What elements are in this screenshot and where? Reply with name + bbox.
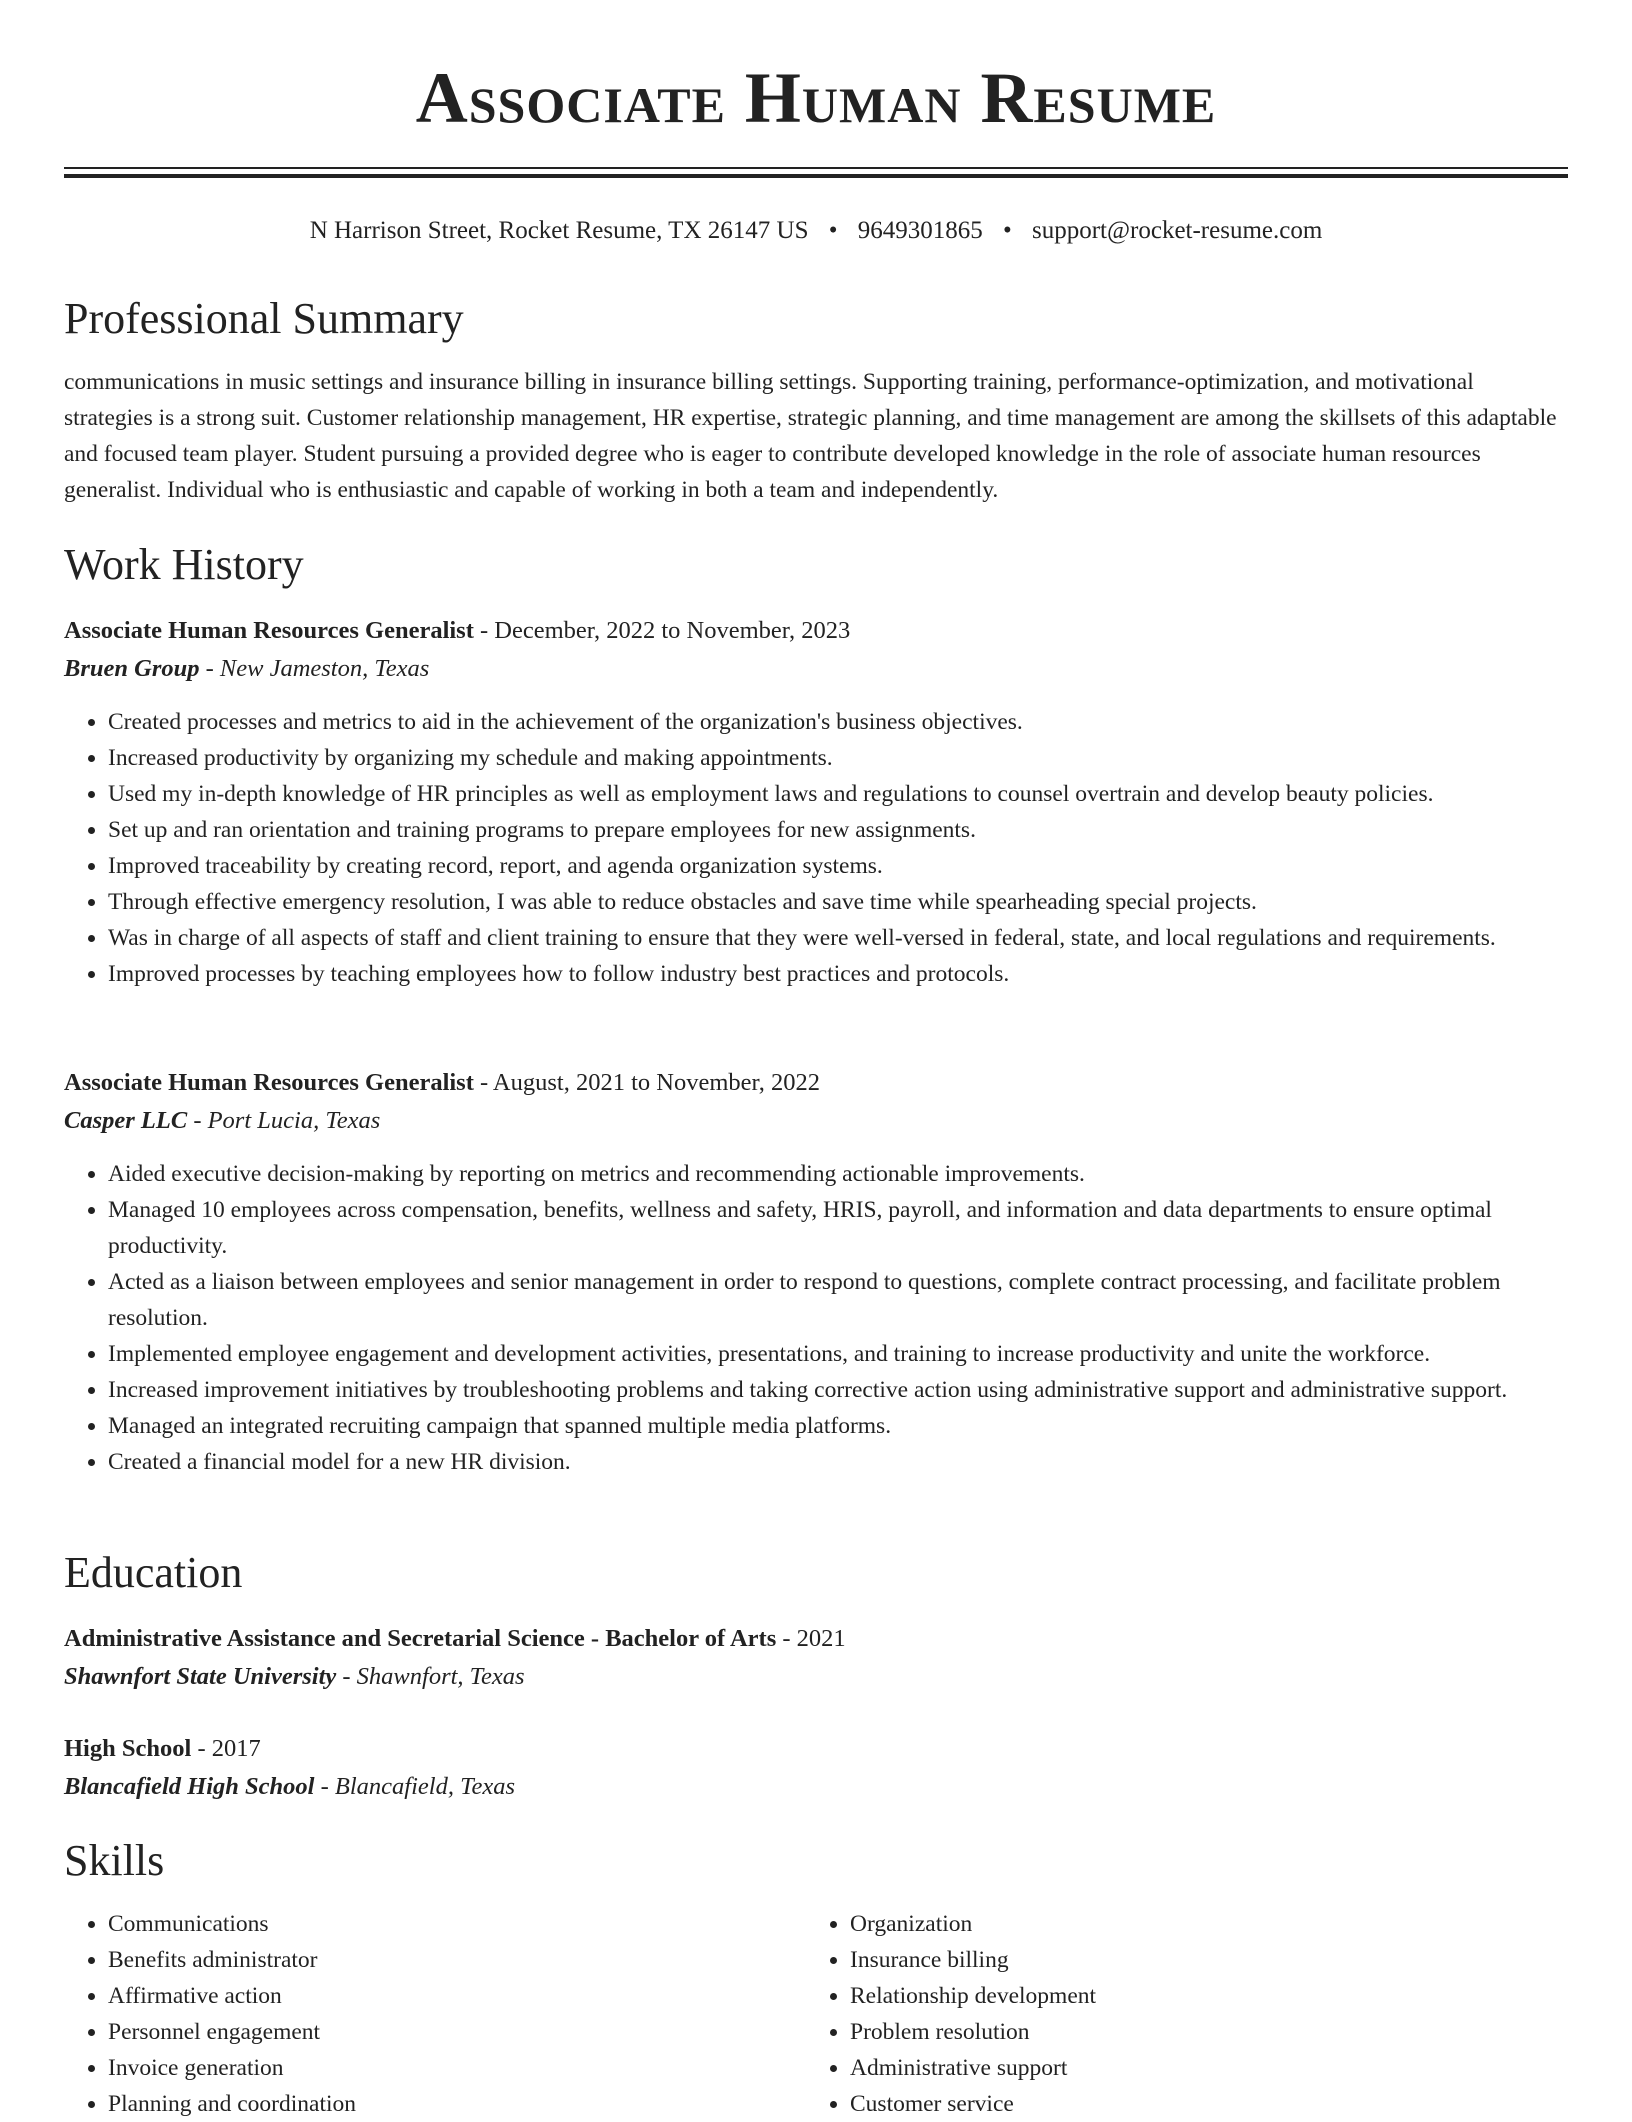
- skills-column-left: [64, 1906, 808, 2122]
- contact-separator: •: [828, 217, 838, 244]
- list-item: • Communications: [108, 1906, 808, 1942]
- list-item: • Implemented employee engagement and development activities, presentations, and training to increase productivity and unite the workforce.: [108, 1336, 1568, 1372]
- contact-separator: •: [1002, 217, 1012, 244]
- list-item: • Customer service: [850, 2086, 1550, 2122]
- job-company: Bruen Group: [64, 655, 200, 682]
- contact-address: N Harrison Street, Rocket Resume, TX 26147 US: [309, 217, 809, 244]
- job-location: - Port Lucia, Texas: [187, 1107, 381, 1134]
- education-entry: [64, 1730, 1568, 1806]
- title-rule-thin: [64, 167, 1568, 169]
- job-employer: [64, 1102, 1568, 1140]
- contact-phone: 9649301865: [857, 217, 983, 244]
- summary-heading: Professional Summary: [64, 294, 464, 343]
- education-location: - Blancafield, Texas: [314, 1773, 515, 1800]
- skills-heading: Skills: [64, 1836, 165, 1885]
- resume-page: [64, 0, 1568, 2117]
- education-degree: Administrative Assistance and Secretarial Science - Bachelor of Arts: [64, 1625, 777, 1652]
- list-item: • Planning and coordination: [108, 2086, 808, 2122]
- job-location: - New Jameston, Texas: [199, 655, 430, 682]
- job-duties-list: [64, 1156, 1568, 1480]
- list-item: • Was in charge of all aspects of staff and client training to ensure that they were well-versed in federal, state, and local regulations and requirements.: [108, 920, 1568, 956]
- job-header: [64, 1064, 1568, 1102]
- list-item: • Insurance billing: [850, 1942, 1550, 1978]
- education-institution: [64, 1768, 1568, 1806]
- list-item: • Set up and ran orientation and training programs to prepare employees for new assignments.: [108, 812, 1568, 848]
- job-header: [64, 612, 1568, 650]
- list-item: • Increased productivity by organizing my schedule and making appointments.: [108, 740, 1568, 776]
- list-item: • Aided executive decision-making by reporting on metrics and recommending actionable improvements.: [108, 1156, 1568, 1192]
- work-history-heading: Work History: [64, 540, 304, 589]
- job-dates: - August, 2021 to November, 2022: [473, 1069, 820, 1096]
- education-school: Shawnfort State University: [64, 1663, 337, 1690]
- skills-column-right: [806, 1906, 1550, 2122]
- job-entry: [64, 612, 1568, 992]
- job-dates: - December, 2022 to November, 2023: [473, 617, 851, 644]
- contact-line: [64, 212, 1568, 250]
- job-title: Associate Human Resources Generalist: [64, 1069, 474, 1096]
- list-item: • Used my in-depth knowledge of HR principles as well as employment laws and regulations to counsel overtrain and develop beauty policies.: [108, 776, 1568, 812]
- education-year: - 2017: [191, 1735, 261, 1762]
- list-item: • Relationship development: [850, 1978, 1550, 2014]
- list-item: • Through effective emergency resolution, I was able to reduce obstacles and save time while spearheading special projects.: [108, 884, 1568, 920]
- list-item: • Organization: [850, 1906, 1550, 1942]
- job-employer: [64, 650, 1568, 688]
- list-item: • Created processes and metrics to aid in the achievement of the organization's business objectives.: [108, 704, 1568, 740]
- list-item: • Acted as a liaison between employees and senior management in order to respond to questions, complete contract processing, and facilitate problem resolution.: [108, 1264, 1568, 1336]
- job-company: Casper LLC: [64, 1107, 188, 1134]
- list-item: • Improved traceability by creating record, report, and agenda organization systems.: [108, 848, 1568, 884]
- job-title: Associate Human Resources Generalist: [64, 617, 474, 644]
- education-entry: [64, 1620, 1568, 1696]
- list-item: • Increased improvement initiatives by troubleshooting problems and taking corrective action using administrative support and administrative support.: [108, 1372, 1568, 1408]
- contact-email: support@rocket-resume.com: [1032, 217, 1323, 244]
- education-header: [64, 1620, 1568, 1658]
- education-institution: [64, 1658, 1568, 1696]
- summary-text: communications in music settings and insurance billing in insurance billing settings. Supporting training, performance-optimization, and motivational strategies is a strong suit. Customer relationship management, HR expertise, strategic planning, and time management are among the skillsets of this adaptable and focused team player. Student pursuing a provided degree who is eager to contribute developed knowledge in the role of associate human resources generalist. Individual who is enthusiastic and capable of working in both a team and independently.: [64, 369, 1557, 503]
- job-entry: [64, 1064, 1568, 1480]
- list-item: • Problem resolution: [850, 2014, 1550, 2050]
- list-item: • Improved processes by teaching employees how to follow industry best practices and protocols.: [108, 956, 1568, 992]
- education-school: Blancafield High School: [64, 1773, 315, 1800]
- list-item: • Created a financial model for a new HR division.: [108, 1444, 1568, 1480]
- resume-title: Associate Human Resume: [415, 58, 1217, 138]
- education-heading: Education: [64, 1548, 243, 1597]
- education-year: - 2021: [776, 1625, 846, 1652]
- education-header: [64, 1730, 1568, 1768]
- list-item: • Administrative support: [850, 2050, 1550, 2086]
- education-degree: High School: [64, 1735, 192, 1762]
- list-item: • Affirmative action: [108, 1978, 808, 2014]
- job-duties-list: [64, 704, 1568, 992]
- list-item: • Invoice generation: [108, 2050, 808, 2086]
- list-item: • Managed 10 employees across compensation, benefits, wellness and safety, HRIS, payroll, and information and data departments to ensure optimal productivity.: [108, 1192, 1568, 1264]
- title-rule-thick: [64, 174, 1568, 178]
- list-item: • Managed an integrated recruiting campaign that spanned multiple media platforms.: [108, 1408, 1568, 1444]
- education-location: - Shawnfort, Texas: [336, 1663, 525, 1690]
- list-item: • Benefits administrator: [108, 1942, 808, 1978]
- list-item: • Personnel engagement: [108, 2014, 808, 2050]
